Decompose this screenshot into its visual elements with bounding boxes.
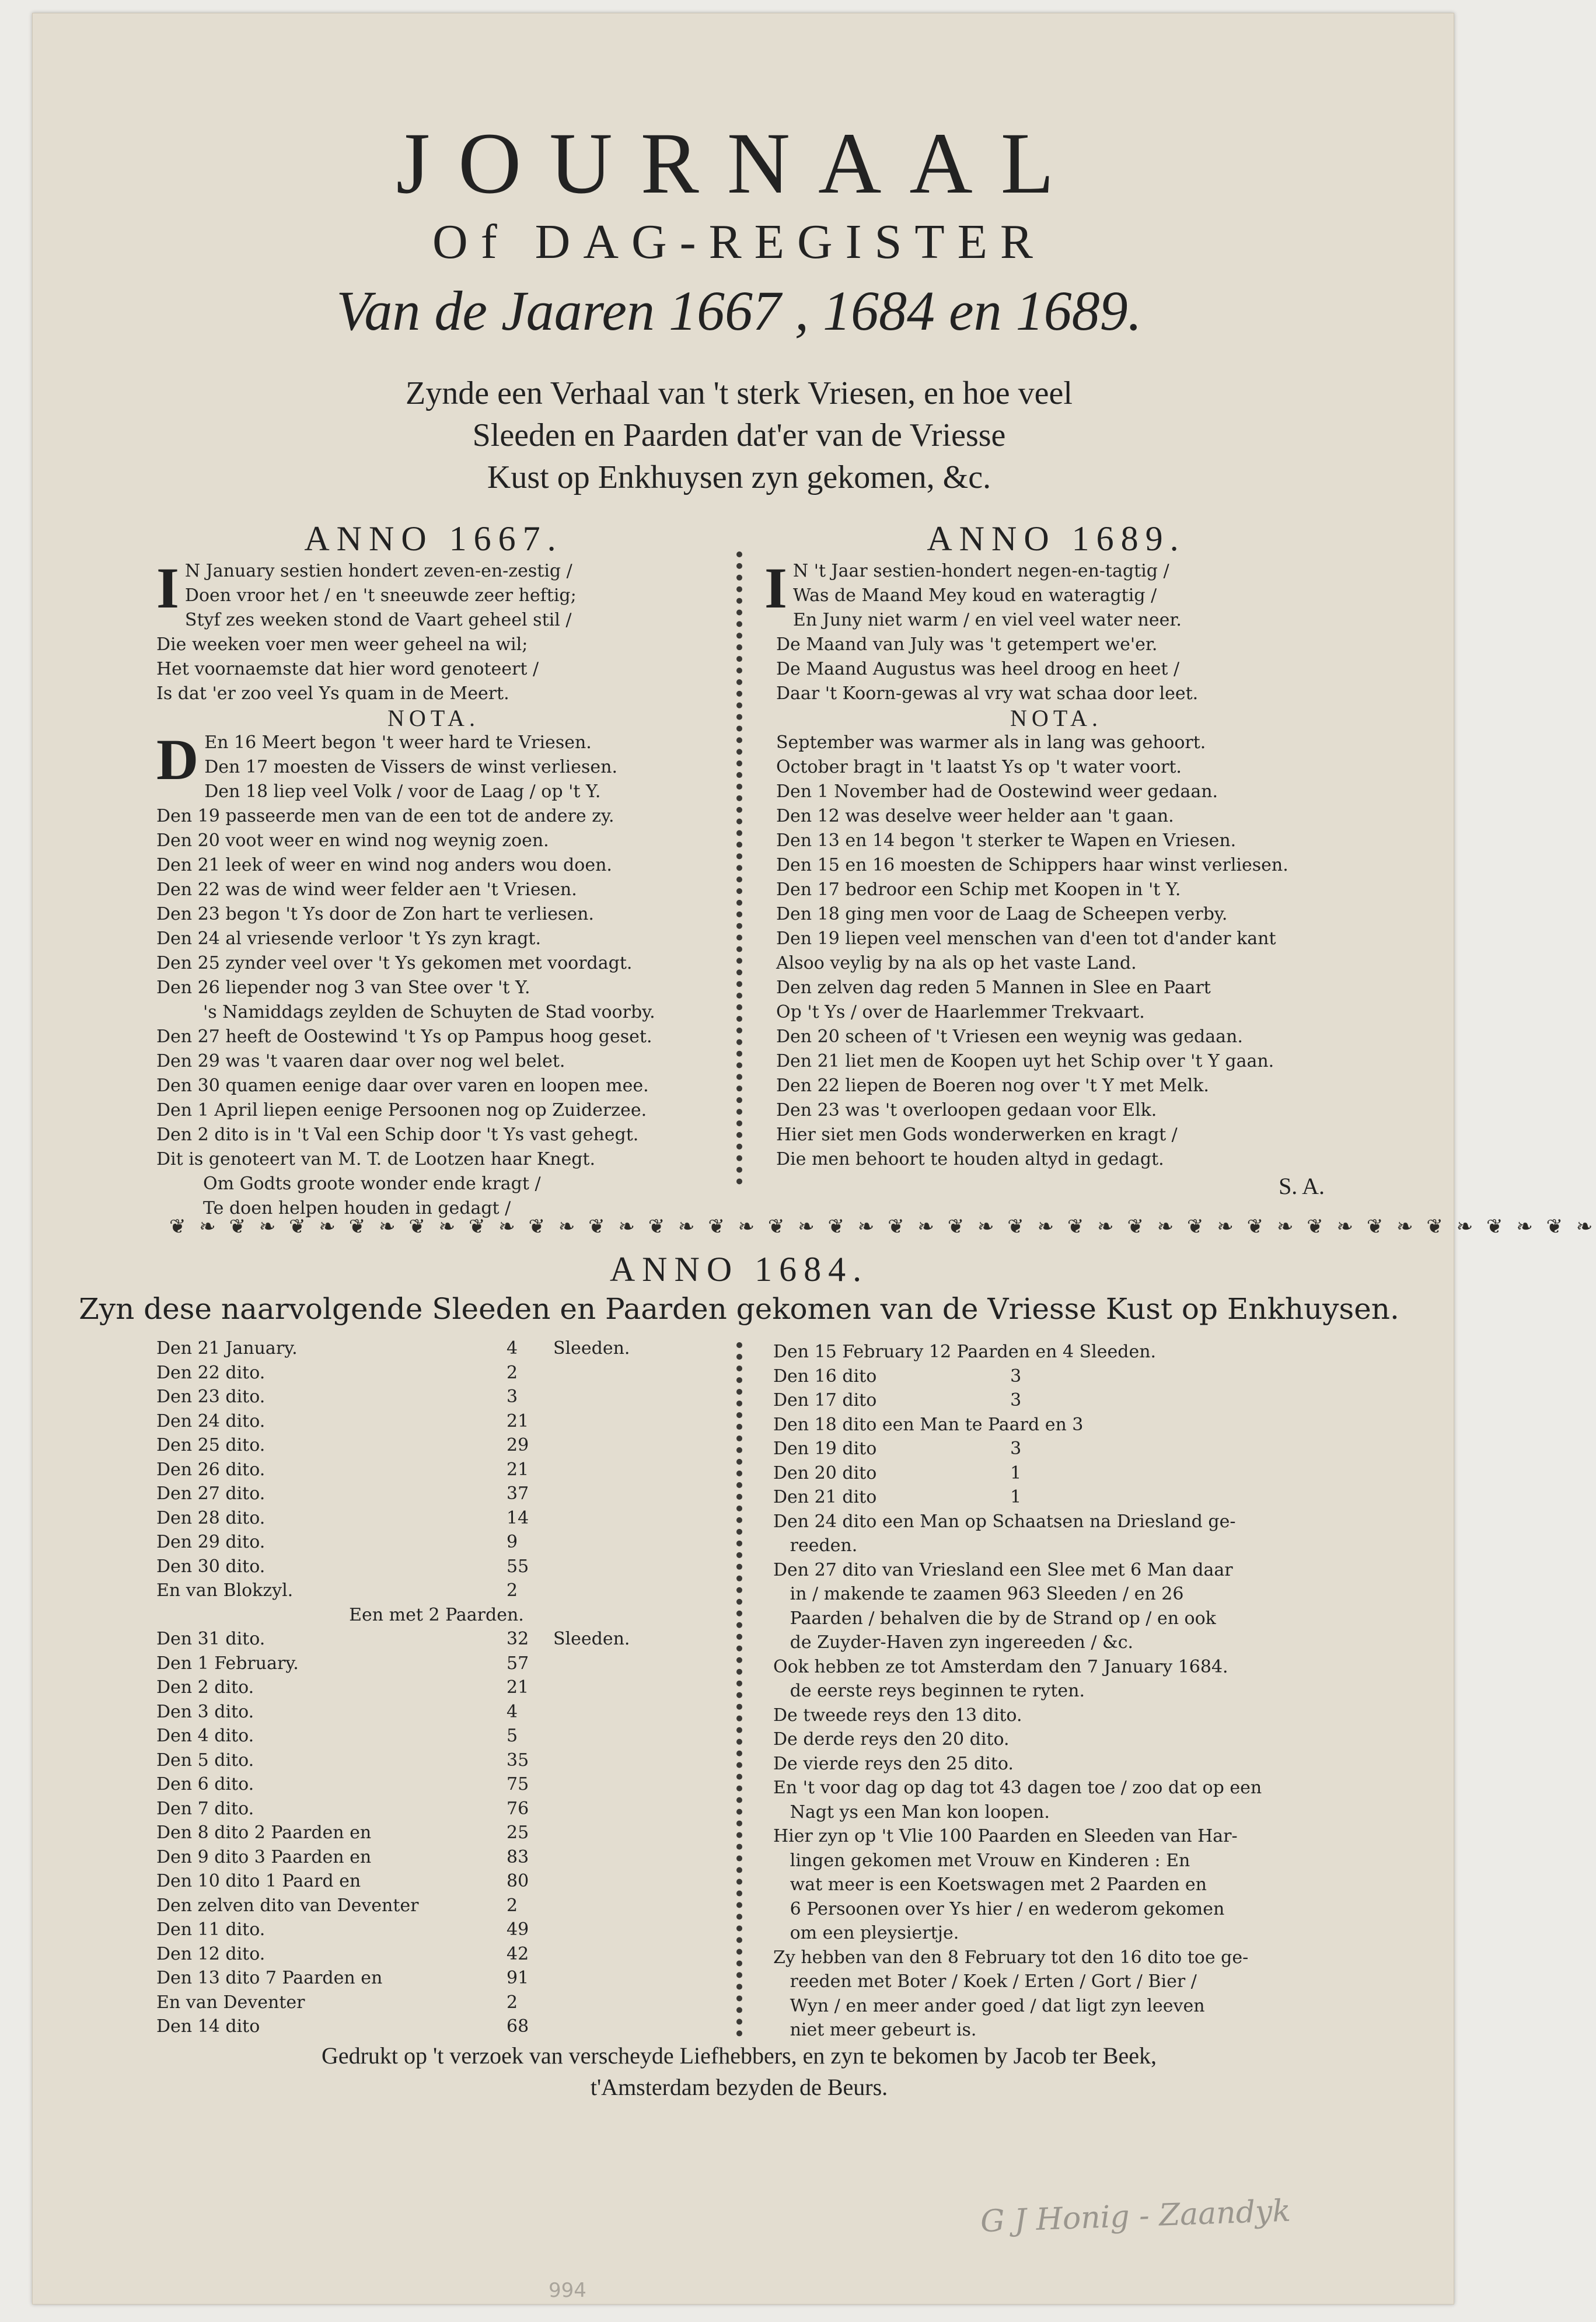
row-count: 2 xyxy=(507,1580,518,1601)
notes-1667 xyxy=(156,727,711,1221)
row-count: 21 xyxy=(507,1410,529,1431)
verse-1689 xyxy=(764,556,1348,706)
list-item: Zy hebben van den 8 February tot den 16 dito toe ge- xyxy=(773,1947,1249,1968)
ornamental-column-divider xyxy=(736,551,760,1185)
subtitle-anno-1684: Zyn dese naarvolgende Sleeden en Paarden gekomen van de Vriesse Kust op Enkhuysen. xyxy=(79,1292,1399,1326)
row-date: Den 28 dito. xyxy=(156,1507,266,1528)
note-line: Den 25 zynder veel over 't Ys gekomen met voordagt. xyxy=(156,953,633,973)
note-line: Den zelven dag reden 5 Mannen in Slee en Paart xyxy=(776,977,1211,998)
row-count: 2 xyxy=(507,1895,518,1916)
row-date: En van Blokzyl. xyxy=(156,1580,294,1601)
note-line: Den 20 voot weer en wind nog weynig zoen. xyxy=(156,830,549,851)
ornamental-column-divider xyxy=(736,1342,760,2037)
row-count: 42 xyxy=(507,1943,529,1964)
row-count: 35 xyxy=(507,1750,529,1771)
verse-line: Is dat 'er zoo veel Ys quam in de Meert. xyxy=(156,683,509,704)
table-row xyxy=(156,1700,717,1724)
note-line: October bragt in 't laatst Ys op 't water voort. xyxy=(776,757,1182,777)
verse-line: N January sestien hondert zeven-en-zestig / xyxy=(184,561,572,581)
note-line: Den 18 ging men voor de Laag de Scheepen verby. xyxy=(776,904,1228,924)
verse-line: En Juny niet warm / en viel veel water neer. xyxy=(792,610,1182,630)
note-line: Den 29 was 't vaaren daar over nog wel belet. xyxy=(156,1051,565,1071)
row-date: Den 3 dito. xyxy=(156,1701,254,1722)
note-line: Den 21 liet men de Koopen uyt het Schip over 't Y gaan. xyxy=(776,1051,1274,1071)
table-row xyxy=(156,1433,717,1458)
table-row xyxy=(156,1797,717,1821)
row-date: Den 22 dito. xyxy=(156,1362,266,1383)
note-line: Dit is genoteert van M. T. de Lootzen haar Knegt. xyxy=(156,1149,596,1169)
list-item: Wyn / en meer ander goed / dat ligt zyn leeven xyxy=(773,1995,1205,2016)
note-line: Den 23 begon 't Ys door de Zon hart te verliesen. xyxy=(156,904,594,924)
table-row xyxy=(156,1506,717,1531)
heading-anno-1684: ANNO 1684. xyxy=(609,1250,869,1289)
row-date: Den 23 dito. xyxy=(156,1387,266,1407)
row-date: Den 30 dito. xyxy=(156,1556,266,1577)
table-1684-left xyxy=(156,1336,717,2039)
row-date: Den 13 dito 7 Paarden en xyxy=(156,1968,383,1988)
row-count: 21 xyxy=(507,1459,529,1480)
note-line: Den 1 April liepen eenige Persoonen nog op Zuiderzee. xyxy=(156,1100,647,1120)
row-count: 75 xyxy=(507,1774,529,1794)
heading-anno-1689: ANNO 1689. xyxy=(927,519,1186,558)
list-item: Den 15 February 12 Paarden en 4 Sleeden. xyxy=(773,1342,1157,1362)
row-count: 9 xyxy=(507,1532,518,1552)
table-row xyxy=(156,1772,717,1797)
row-count: 68 xyxy=(507,2016,529,2037)
table-row xyxy=(156,1869,717,1894)
list-item: De tweede reys den 13 dito. xyxy=(773,1705,1022,1726)
list-item: Den 20 dito 1 xyxy=(773,1462,1022,1483)
row-date: Den 10 dito 1 Paard en xyxy=(156,1871,361,1891)
table-row xyxy=(156,1651,717,1676)
verse-line: Styf zes weeken stond de Vaart geheel stil / xyxy=(184,610,572,630)
note-line: Den 12 was deselve weer helder aan 't gaan. xyxy=(776,806,1174,826)
verse-line: Daar 't Koorn-gewas al vry wat schaa door leet. xyxy=(776,683,1199,704)
row-count: 91 xyxy=(507,1968,529,1988)
row-date: Den 25 dito. xyxy=(156,1435,266,1455)
row-date: Den 14 dito xyxy=(156,2016,260,2037)
row-count: 14 xyxy=(507,1507,529,1528)
note-line: Die men behoort te houden altyd in gedagt. xyxy=(776,1149,1164,1169)
table-row xyxy=(156,1748,717,1773)
list-item: Hier zyn op 't Vlie 100 Paarden en Sleeden van Har- xyxy=(773,1826,1238,1846)
row-date: Den 27 dito. xyxy=(156,1483,266,1504)
note-line: Den 26 liepender nog 3 van Stee over 't Y. xyxy=(156,977,530,998)
verse-line: Die weeken voer men weer geheel na wil; xyxy=(156,634,528,655)
verse-1667 xyxy=(156,556,711,706)
list-item: Ook hebben ze tot Amsterdam den 7 January 1684. xyxy=(773,1656,1228,1677)
row-count: 83 xyxy=(507,1846,529,1867)
table-row xyxy=(156,1966,717,1991)
rows-group-1 xyxy=(156,1336,717,1603)
note-line: Den 24 al vriesende verloor 't Ys zyn kragt. xyxy=(156,928,542,949)
drop-cap: I xyxy=(764,556,787,620)
row-count: 21 xyxy=(507,1677,529,1698)
list-item: Den 16 dito 3 xyxy=(773,1366,1022,1387)
row-count: 32 xyxy=(507,1629,529,1649)
table-row xyxy=(156,1942,717,1967)
note-line: Den 18 liep veel Volk / voor de Laag / op 't Y. xyxy=(204,781,601,802)
row-count: 2 xyxy=(507,1362,518,1383)
note-line: Den 23 was 't overloopen gedaan voor Elk. xyxy=(776,1100,1157,1120)
drop-cap: I xyxy=(156,556,179,620)
row-date: Den 1 February. xyxy=(156,1653,299,1674)
row-date: Den 21 January. xyxy=(156,1338,298,1359)
verse-line: N 't Jaar sestien-hondert negen-en-tagtig / xyxy=(792,561,1169,581)
row-date: Den 2 dito. xyxy=(156,1677,254,1698)
list-item: Den 17 dito 3 xyxy=(773,1390,1022,1410)
row-date: Den 5 dito. xyxy=(156,1750,254,1771)
table-row xyxy=(156,1530,717,1555)
mid-heading: Een met 2 Paarden. xyxy=(349,1604,524,1625)
table-row xyxy=(156,1458,717,1482)
note-line: En 16 Meert begon 't weer hard te Vriesen. xyxy=(204,732,592,753)
list-item: niet meer gebeurt is. xyxy=(773,2020,977,2040)
note-line: 's Namiddags zeylden de Schuyten de Stad voorby. xyxy=(203,1002,655,1022)
list-item: Den 18 dito een Man te Paard en 3 xyxy=(773,1414,1084,1435)
table-row xyxy=(156,1336,717,1361)
note-line: Den 13 en 14 begon 't sterker te Wapen en Vriesen. xyxy=(776,830,1237,851)
verse-line: Doen vroor het / en 't sneeuwde zeer heftig; xyxy=(184,585,577,606)
table-row xyxy=(156,1361,717,1385)
list-item: En 't voor dag op dag tot 43 dagen toe / zoo dat op een xyxy=(773,1778,1262,1798)
note-line: Op 't Ys / over de Haarlemmer Trekvaart. xyxy=(776,1002,1145,1022)
list-item: reeden. xyxy=(773,1535,858,1556)
row-date: Den 11 dito. xyxy=(156,1919,266,1940)
subtitle-line-1: Zynde een Verhaal van 't sterk Vriesen, en hoe veel xyxy=(406,375,1073,411)
row-count: 37 xyxy=(507,1483,529,1504)
row-date: Den 7 dito. xyxy=(156,1798,254,1819)
row-count: 57 xyxy=(507,1653,529,1674)
list-item: de eerste reys beginnen te ryten. xyxy=(773,1681,1085,1701)
note-line: Den 22 was de wind weer felder aen 't Vriesen. xyxy=(156,879,577,900)
row-count: 5 xyxy=(507,1726,518,1746)
list-item: Nagt ys een Man kon loopen. xyxy=(773,1801,1050,1822)
list-item: in / makende te zaamen 963 Sleeden / en 26 xyxy=(773,1584,1184,1604)
note-line: Den 20 scheen of 't Vriesen een weynig was gedaan. xyxy=(776,1026,1243,1047)
note-line: Den 17 bedroor een Schip met Koopen in 't Y. xyxy=(776,879,1181,900)
list-item: 6 Persoonen over Ys hier / en wederom gekomen xyxy=(773,1898,1225,1919)
row-date: Den 29 dito. xyxy=(156,1532,266,1552)
row-count: 2 xyxy=(507,1992,518,2013)
row-date: Den 31 dito. xyxy=(156,1629,266,1649)
table-row xyxy=(156,1385,717,1409)
ornamental-border: ❦ ❧ ❦ ❧ ❦ ❧ ❦ ❧ ❦ ❧ ❦ ❧ ❦ ❧ ❦ ❧ ❦ ❧ ❦ ❧ ❦ ❧ ❦ ❧ ❦ ❧ ❦ ❧ ❦ ❧ ❦ ❧ ❦ ❧ ❦ ❧ ❦ ❧ ❦ ❧ ❦ ❧ ❦ ❧ ❦ ❧ ❦ ❧ xyxy=(169,1215,1596,1238)
section-anno-1689 xyxy=(764,518,1348,1201)
section-anno-1667 xyxy=(156,518,711,1221)
row-date: Den 4 dito. xyxy=(156,1726,254,1746)
table-row xyxy=(156,1482,717,1506)
inventory-number: 994 xyxy=(549,2279,586,2302)
row-count: 25 xyxy=(507,1822,529,1843)
row-unit: Sleeden. xyxy=(553,1338,630,1359)
table-row xyxy=(156,1918,717,1942)
list-item: De derde reys den 20 dito. xyxy=(773,1729,1010,1750)
note-line: September was warmer als in lang was gehoort. xyxy=(776,732,1206,753)
verse-line: Was de Maand Mey koud en wateragtig / xyxy=(792,585,1157,606)
list-item: Den 24 dito een Man op Schaatsen na Driesland ge- xyxy=(773,1511,1236,1532)
imprint-line-2: t'Amsterdam bezyden de Beurs. xyxy=(590,2074,888,2100)
row-date: Den 8 dito 2 Paarden en xyxy=(156,1822,372,1843)
row-count: 80 xyxy=(507,1871,529,1891)
note-line: Den 19 passeerde men van de een tot de andere zy. xyxy=(156,806,614,826)
table-row xyxy=(156,1724,717,1748)
list-item: Den 21 dito 1 xyxy=(773,1487,1022,1507)
table-row xyxy=(156,1991,717,2015)
note-line: Den 15 en 16 moesten de Schippers haar winst verliesen. xyxy=(776,855,1288,875)
row-count: 55 xyxy=(507,1556,529,1577)
signature-initials: S. A. xyxy=(1279,1173,1325,1199)
list-item: wat meer is een Koetswagen met 2 Paarden en xyxy=(773,1874,1207,1895)
table-row xyxy=(156,1675,717,1700)
row-count: 76 xyxy=(507,1798,529,1819)
nota-heading: NOTA. xyxy=(387,705,480,731)
row-date: Den zelven dito van Deventer xyxy=(156,1895,419,1916)
title-journaal: JOURNAAL xyxy=(396,115,1082,212)
table-row xyxy=(156,2014,717,2039)
verse-line: Het voornaemste dat hier word genoteert / xyxy=(156,659,539,679)
rows-group-2 xyxy=(156,1627,717,2039)
title-years: Van de Jaaren 1667 , 1684 en 1689. xyxy=(336,280,1142,342)
list-item: Paarden / behalven die by de Strand op / en ook xyxy=(773,1608,1216,1629)
note-line: Te doen helpen houden in gedagt / xyxy=(203,1198,511,1218)
list-item: om een pleysiertje. xyxy=(773,1923,959,1943)
list-item: de Zuyder-Haven zyn ingereeden / &c. xyxy=(773,1632,1134,1653)
note-line: Om Godts groote wonder ende kragt / xyxy=(203,1174,541,1194)
subtitle-line-3: Kust op Enkhuysen zyn gekomen, &c. xyxy=(487,459,991,495)
list-item: Den 27 dito van Vriesland een Slee met 6 Man daar xyxy=(773,1559,1233,1580)
row-date: Den 6 dito. xyxy=(156,1774,254,1794)
row-date: Den 26 dito. xyxy=(156,1459,266,1480)
row-count: 4 xyxy=(507,1701,518,1722)
note-line: Den 2 dito is in 't Val een Schip door 't Ys vast gehegt. xyxy=(156,1125,639,1145)
verse-line: De Maand van July was 't getempert we'er. xyxy=(776,634,1158,655)
table-row xyxy=(156,1894,717,1918)
heading-anno-1667: ANNO 1667. xyxy=(304,519,563,558)
table-row xyxy=(156,1821,717,1845)
table-row xyxy=(156,1845,717,1870)
list-item: De vierde reys den 25 dito. xyxy=(773,1753,1014,1774)
row-count: 29 xyxy=(507,1435,529,1455)
list-item: Den 19 dito 3 xyxy=(773,1438,1022,1459)
note-line: Den 17 moesten de Vissers de winst verliesen. xyxy=(204,757,618,777)
nota-heading: NOTA. xyxy=(1010,705,1102,731)
note-line: Den 1 November had de Oostewind weer gedaan. xyxy=(776,781,1218,802)
list-item: lingen gekomen met Vrouw en Kinderen : En xyxy=(773,1850,1190,1871)
row-date: Den 9 dito 3 Paarden en xyxy=(156,1846,372,1867)
note-line: Den 27 heeft de Oostewind 't Ys op Pampus hoog geset. xyxy=(156,1026,652,1047)
note-line: Den 30 quamen eenige daar over varen en loopen mee. xyxy=(156,1076,649,1096)
row-count: 4 xyxy=(507,1338,518,1359)
table-row xyxy=(156,1555,717,1579)
list-1684-right xyxy=(773,1340,1374,2042)
row-count: 49 xyxy=(507,1919,529,1940)
note-line: Den 22 liepen de Boeren nog over 't Y met Melk. xyxy=(776,1076,1209,1096)
row-unit: Sleeden. xyxy=(553,1629,630,1649)
note-line: Den 19 liepen veel menschen van d'een tot d'ander kant xyxy=(776,928,1276,949)
row-count: 3 xyxy=(507,1387,518,1407)
row-date: En van Deventer xyxy=(156,1992,305,2013)
title-dag-register: Of DAG-REGISTER xyxy=(432,215,1046,269)
imprint-line-1: Gedrukt op 't verzoek van verscheyde Liefhebbers, en zyn te bekomen by Jacob ter Beek, xyxy=(321,2042,1157,2069)
table-row xyxy=(156,1627,717,1651)
subtitle-line-2: Sleeden en Paarden dat'er van de Vriesse xyxy=(472,417,1006,453)
list-item: reeden met Boter / Koek / Erten / Gort / Bier / xyxy=(773,1971,1197,1992)
note-line: Den 21 leek of weer en wind nog anders wou doen. xyxy=(156,855,612,875)
row-date: Den 24 dito. xyxy=(156,1410,266,1431)
note-line: Hier siet men Gods wonderwerken en kragt / xyxy=(776,1125,1178,1145)
note-line: Alsoo veylig by na als op het vaste Land. xyxy=(776,953,1137,973)
table-row xyxy=(156,1409,717,1434)
notes-1689 xyxy=(764,731,1348,1172)
table-row xyxy=(156,1579,717,1603)
row-date: Den 12 dito. xyxy=(156,1943,266,1964)
handwritten-annotation: G J Honig - Zaandyk xyxy=(980,2193,1291,2240)
verse-line: De Maand Augustus was heel droog en heet / xyxy=(776,659,1180,679)
drop-cap: D xyxy=(156,727,199,792)
